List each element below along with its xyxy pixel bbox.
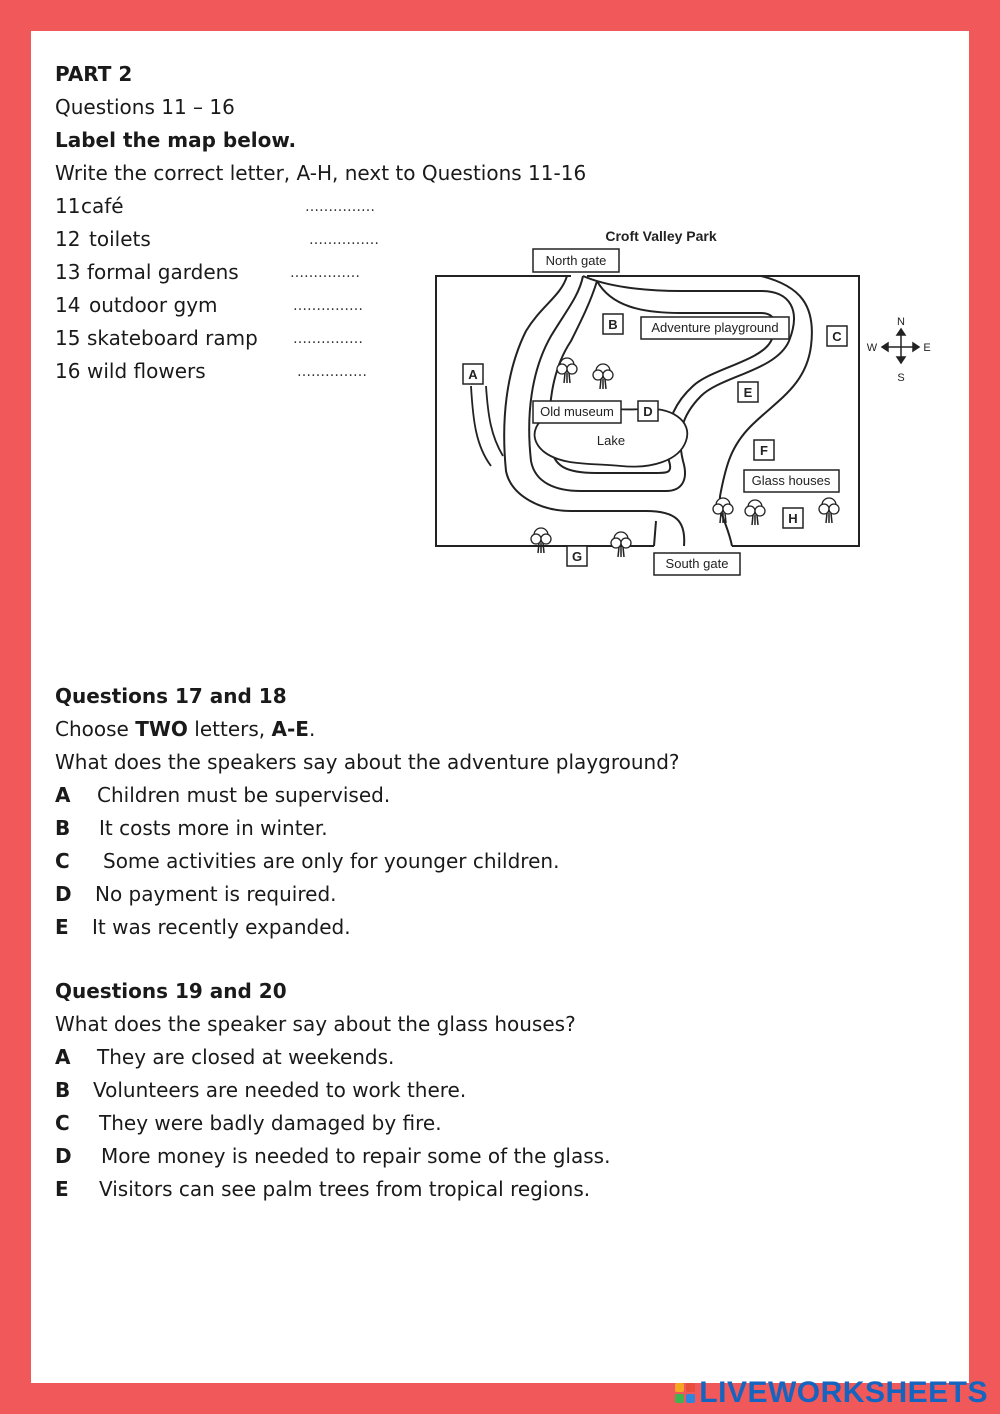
compass-w: W (866, 342, 878, 354)
compass-n: N (897, 316, 905, 328)
choose-text-mid: letters, (187, 717, 272, 741)
q17-question: What does the speakers say about the adventure playground? (55, 750, 680, 774)
worksheet-page (31, 31, 969, 1383)
q17-choose (55, 717, 315, 741)
south-gate-label: South gate (665, 556, 729, 571)
lake-label: Lake (596, 433, 626, 448)
question-range: Questions 11 – 16 (55, 95, 235, 119)
part-heading: PART 2 (55, 62, 133, 86)
instruction-heading: Label the map below. (55, 128, 297, 152)
option-letter[interactable]: B (55, 1078, 71, 1102)
item-number: 16 (55, 359, 81, 383)
choose-text: Choose (55, 717, 136, 741)
north-gate-label: North gate (545, 253, 607, 268)
option-letter[interactable]: D (55, 882, 72, 906)
choose-range: A-E (271, 717, 309, 741)
option-letter[interactable]: E (55, 915, 69, 939)
q19-question: What does the speaker say about the glass houses? (55, 1012, 576, 1036)
letter-f: F (760, 443, 768, 458)
letter-d: D (643, 404, 653, 419)
item-label: outdoor gym (89, 293, 218, 317)
adventure-label: Adventure playground (651, 320, 779, 335)
letter-b: B (608, 317, 618, 332)
item-label: toilets (89, 227, 151, 251)
item-number: 15 (55, 326, 81, 350)
option-text[interactable]: Children must be supervised. (97, 783, 391, 807)
liveworksheets-logo[interactable] (675, 1378, 988, 1408)
item-label: formal gardens (87, 260, 239, 284)
answer-blank[interactable]: …………… (309, 232, 379, 248)
letter-h: H (788, 511, 798, 526)
option-text[interactable]: It costs more in winter. (99, 816, 328, 840)
option-text[interactable]: No payment is required. (95, 882, 337, 906)
letter-g: G (571, 549, 583, 564)
option-letter[interactable]: E (55, 1177, 69, 1201)
item-label: skateboard ramp (87, 326, 258, 350)
item-number: 13 (55, 260, 81, 284)
option-letter[interactable]: A (55, 1045, 71, 1069)
compass-icon (882, 329, 919, 363)
compass-s: S (897, 372, 905, 384)
option-text[interactable]: They were badly damaged by fire. (99, 1111, 442, 1135)
option-letter[interactable]: B (55, 816, 71, 840)
logo-icon (675, 1383, 695, 1403)
option-text[interactable]: It was recently expanded. (92, 915, 351, 939)
option-text[interactable]: Some activities are only for younger children. (103, 849, 560, 873)
instruction-text: Write the correct letter, A-H, next to Questions 11-16 (55, 161, 587, 185)
option-letter[interactable]: C (55, 1111, 70, 1135)
option-letter[interactable]: A (55, 783, 71, 807)
option-text[interactable]: Visitors can see palm trees from tropical regions. (99, 1177, 591, 1201)
letter-e: E (743, 385, 753, 400)
answer-blank[interactable]: …………… (293, 331, 363, 347)
option-letter[interactable]: D (55, 1144, 72, 1168)
q17-heading: Questions 17 and 18 (55, 684, 287, 708)
choose-end: . (308, 717, 316, 741)
option-text[interactable]: Volunteers are needed to work there. (93, 1078, 467, 1102)
letter-c: C (832, 329, 842, 344)
answer-blank[interactable]: …………… (305, 199, 375, 215)
park-map (431, 221, 941, 581)
path-west-branch (471, 386, 503, 466)
glass-label: Glass houses (751, 473, 831, 488)
compass-e: E (923, 342, 931, 354)
item-number: 12 (55, 227, 81, 251)
answer-blank[interactable]: …………… (293, 298, 363, 314)
answer-blank[interactable]: …………… (297, 364, 367, 380)
logo-text: LIVEWORKSHEETS (699, 1376, 988, 1409)
option-text[interactable]: More money is needed to repair some of the glass. (101, 1144, 611, 1168)
option-text[interactable]: They are closed at weekends. (97, 1045, 395, 1069)
item-label: wild flowers (87, 359, 206, 383)
museum-label: Old museum (540, 404, 614, 419)
choose-two: TWO (135, 717, 188, 741)
q19-heading: Questions 19 and 20 (55, 979, 287, 1003)
letter-a: A (468, 367, 478, 382)
answer-blank[interactable]: …………… (290, 265, 360, 281)
map-title: Croft Valley Park (605, 228, 717, 244)
item-number: 11 (55, 194, 81, 218)
item-label: café (81, 194, 124, 218)
option-letter[interactable]: C (55, 849, 70, 873)
item-number: 14 (55, 293, 81, 317)
path-west-outer (504, 276, 646, 511)
